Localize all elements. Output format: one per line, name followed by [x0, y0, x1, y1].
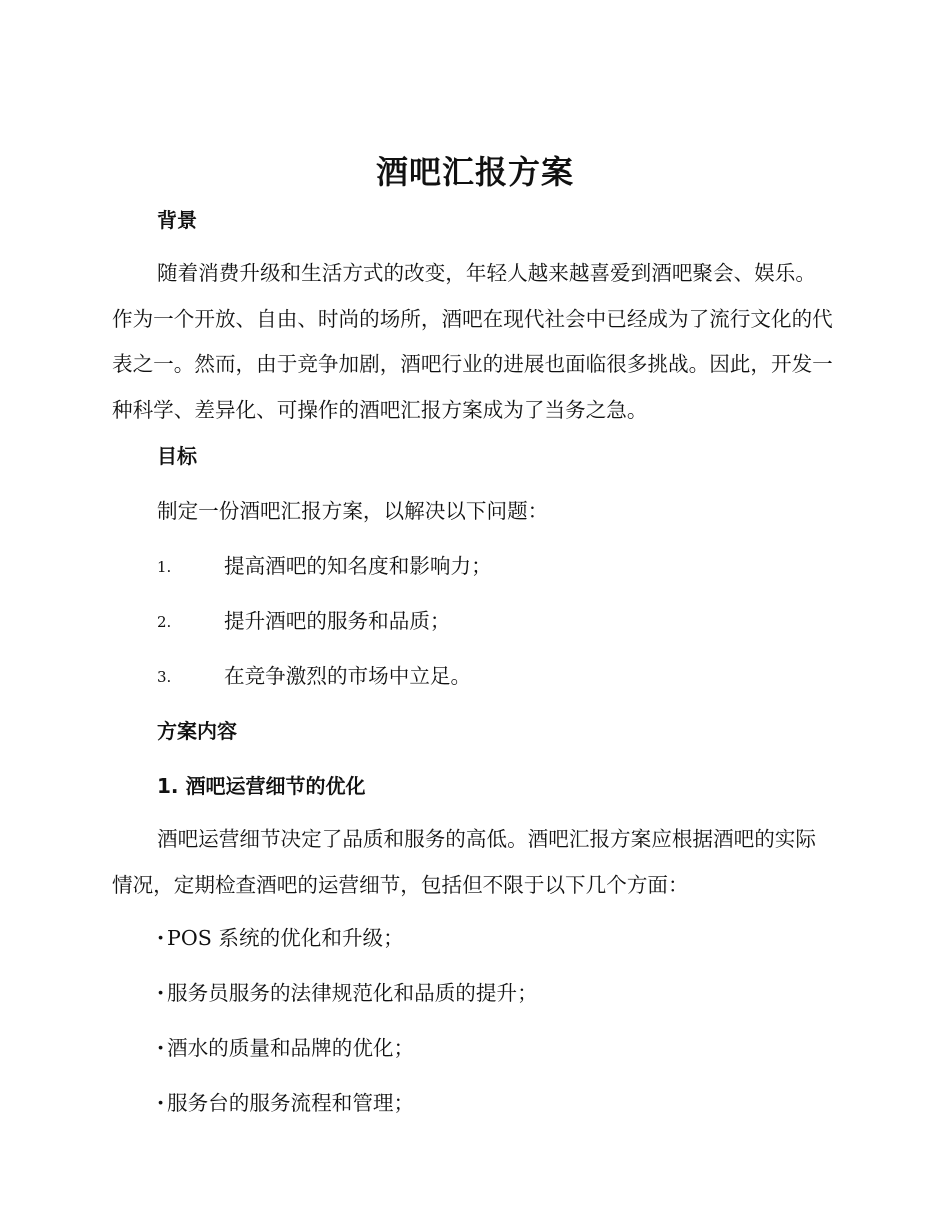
- list-item-number: 2.: [157, 613, 172, 631]
- subsection-heading-operations: 1. 酒吧运营细节的优化: [157, 774, 366, 798]
- list-item-number: 1.: [157, 558, 172, 576]
- list-item-text: 在竞争激烈的市场中立足。: [224, 664, 472, 688]
- list-item: [157, 1034, 414, 1062]
- bullet-marker: ·: [157, 1036, 165, 1060]
- list-item: [157, 924, 404, 952]
- background-paragraph: 随着消费升级和生活方式的改变，年轻人越来越喜爱到酒吧聚会、娱乐。作为一个开放、自由、时尚的场所，酒吧在现代社会中已经成为了流行文化的代表之一。然而，由于竞争加剧，酒吧行业的进展也面临很多挑战。因此，开发一种科学、差异化、可操作的酒吧汇报方案成为了当务之急。: [112, 261, 833, 422]
- section-heading-plan: 方案内容: [157, 719, 237, 743]
- list-item-text: 服务员服务的法律规范化和品质的提升；: [167, 981, 538, 1005]
- list-item-text: 提升酒吧的服务和品质；: [224, 609, 451, 633]
- list-item-text: POS 系统的优化和升级；: [167, 926, 404, 950]
- goals-intro: 制定一份酒吧汇报方案，以解决以下问题：: [157, 499, 549, 523]
- operations-paragraph: 酒吧运营细节决定了品质和服务的高低。酒吧汇报方案应根据酒吧的实际情况，定期检查酒吧的运营细节，包括但不限于以下几个方面：: [112, 827, 816, 897]
- list-item-number: 3.: [157, 668, 172, 686]
- list-item-text: 提高酒吧的知名度和影响力；: [224, 554, 492, 578]
- list-item-text: 酒水的质量和品牌的优化；: [167, 1036, 415, 1060]
- list-item: [157, 979, 538, 1007]
- bullet-marker: ·: [157, 926, 165, 950]
- list-item-text: 服务台的服务流程和管理；: [167, 1091, 415, 1115]
- section-heading-background: 背景: [157, 208, 197, 232]
- section-heading-goals: 目标: [157, 444, 197, 468]
- bullet-marker: ·: [157, 1091, 165, 1115]
- bullet-marker: ·: [157, 981, 165, 1005]
- list-item: [157, 1089, 414, 1117]
- document-title: 酒吧汇报方案: [375, 153, 574, 191]
